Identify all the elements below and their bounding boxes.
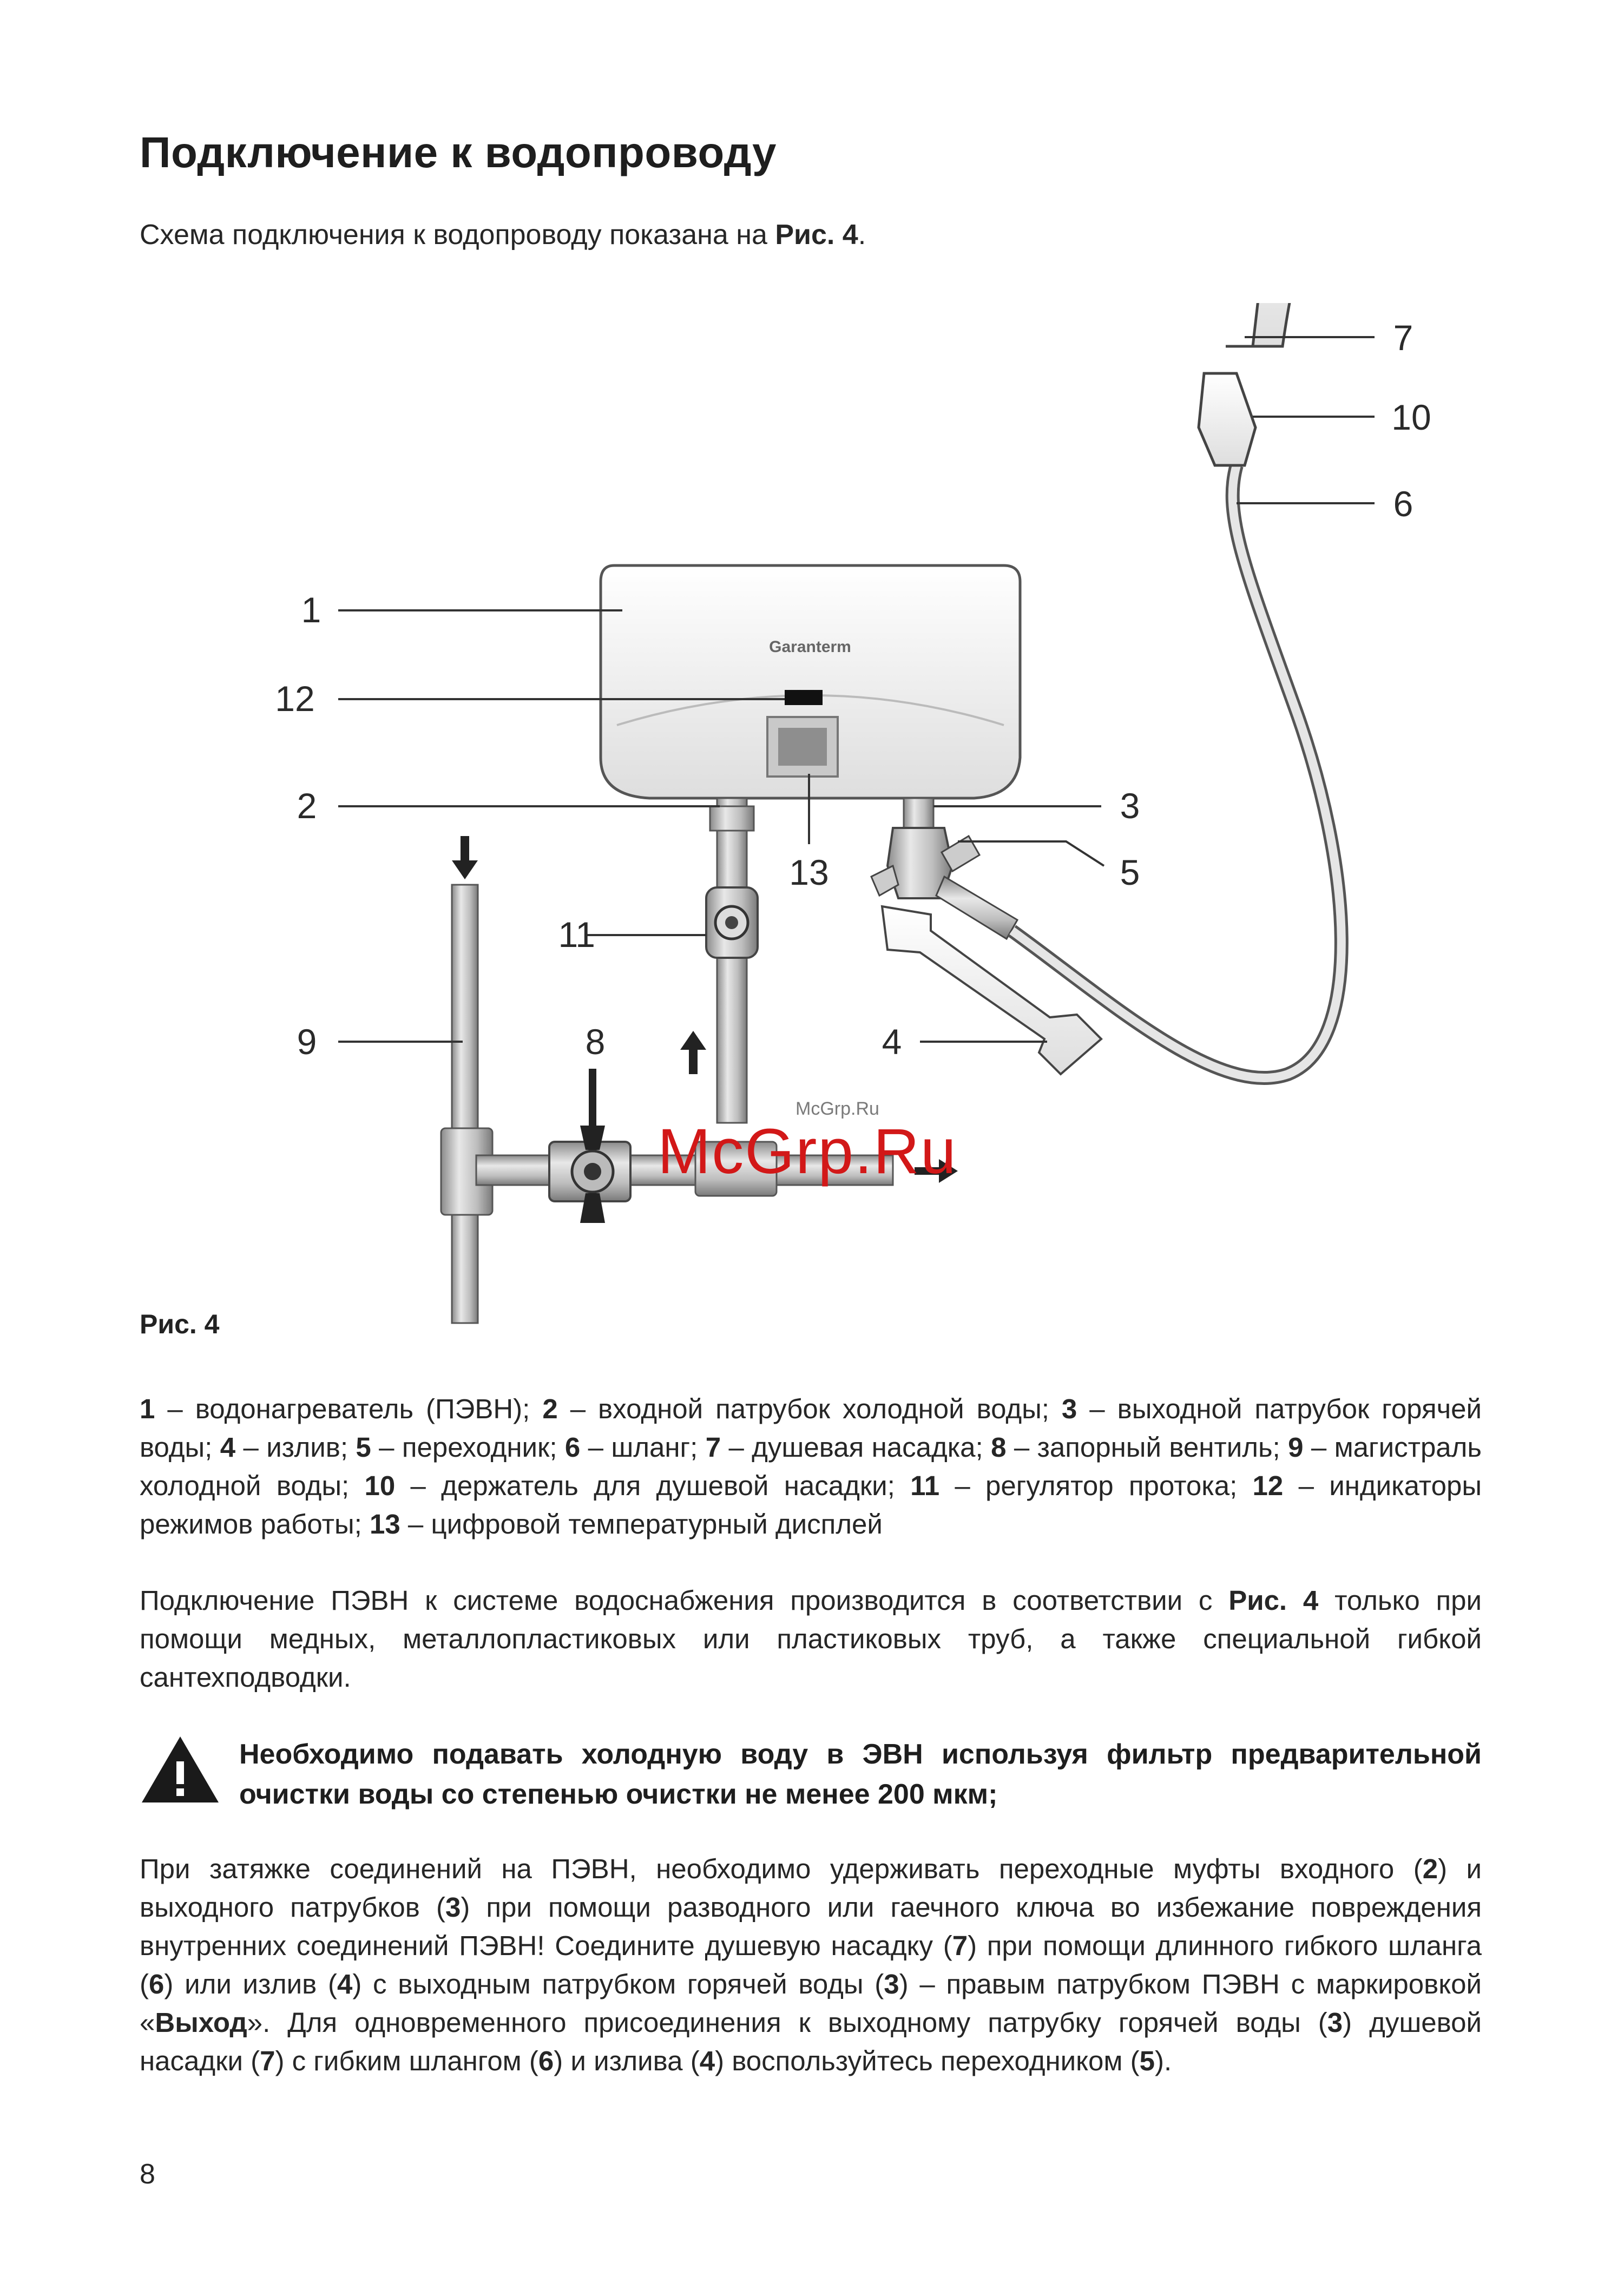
callout-8: 8 bbox=[585, 1022, 606, 1062]
callout-7: 7 bbox=[1393, 318, 1413, 358]
paragraph-installation-instructions: При затяжке соединений на ПЭВН, необходимо удерживать переходные муфты входного (2) и выходного патрубков (3) при помощи разводного или гаечного ключа во избежание повреждения внутренних соединений ПЭВН! Соедините душевую насадку (7) при помощи длинного гибкого шланга (6) или излив (4) с выходным патрубком горячей воды (3) – правым патрубком ПЭВН с маркировкой «Выход». Для одновременного присоединения к выходному патрубку горячей воды (3) душевой насадки (7) с гибким шлангом (6) и излива (4) воспользуйтесь переходником (5). bbox=[140, 1853, 1482, 2076]
figure-legend: 1 – водонагреватель (ПЭВН); 2 – входной патрубок холодной воды; 3 – выходной патрубок горячей воды; 4 – излив; 5 – переходник; 6 – шланг; 7 – душевая насадка; 8 – запорный вентиль; 9 – магистраль холодной воды; 10 – держатель для душевой насадки; 11 – регулятор протока; 12 – индикаторы режимов работы; 13 – цифровой температурный дисплей bbox=[140, 1393, 1482, 1540]
arrow-down-icon bbox=[452, 836, 478, 879]
warning-text: Необходимо подавать холодную воду в ЭВН используя фильтр предварительной очистки воды со степенью очистки не менее 200 мкм; bbox=[239, 1739, 1482, 1810]
outlet-assembly bbox=[871, 798, 1101, 1074]
callout-9: 9 bbox=[297, 1022, 317, 1062]
shower-hose bbox=[1012, 465, 1342, 1078]
intro-figure-ref: Рис. 4 bbox=[775, 219, 858, 251]
callout-6: 6 bbox=[1393, 484, 1413, 524]
mode-indicators bbox=[785, 690, 823, 705]
callout-13: 13 bbox=[789, 852, 829, 892]
callout-10: 10 bbox=[1391, 397, 1431, 437]
watermark-small: McGrp.Ru bbox=[795, 1098, 879, 1119]
callout-11: 11 bbox=[558, 915, 595, 955]
page-title: Подключение к водопроводу bbox=[140, 128, 777, 176]
callout-3: 3 bbox=[1120, 786, 1140, 826]
callout-5: 5 bbox=[1120, 852, 1140, 892]
callout-12: 12 bbox=[275, 679, 315, 719]
warning-icon bbox=[140, 1734, 221, 1805]
water-heater bbox=[601, 565, 1020, 798]
paragraph-connection-requirements: Подключение ПЭВН к системе водоснабжения производится в соответствии с Рис. 4 только при помощи медных, металлопластиковых или пластиковых труб, а также специальной гибкой сантехподводки. bbox=[140, 1585, 1482, 1693]
callout-2: 2 bbox=[297, 786, 317, 826]
intro-prefix: Схема подключения к водопроводу показана на bbox=[140, 219, 775, 251]
callout-4: 4 bbox=[882, 1022, 902, 1062]
page-number: 8 bbox=[140, 2159, 155, 2190]
shower-head bbox=[1199, 303, 1358, 465]
callout-1: 1 bbox=[301, 590, 321, 630]
intro-suffix: . bbox=[858, 219, 866, 251]
intro-text bbox=[140, 219, 866, 251]
inlet-pipe bbox=[706, 798, 758, 1123]
brand-logo: Garanterm bbox=[769, 638, 851, 656]
watermark: McGrp.Ru bbox=[658, 1116, 957, 1187]
figure-caption: Рис. 4 bbox=[140, 1309, 220, 1339]
arrow-up-icon bbox=[680, 1031, 706, 1074]
